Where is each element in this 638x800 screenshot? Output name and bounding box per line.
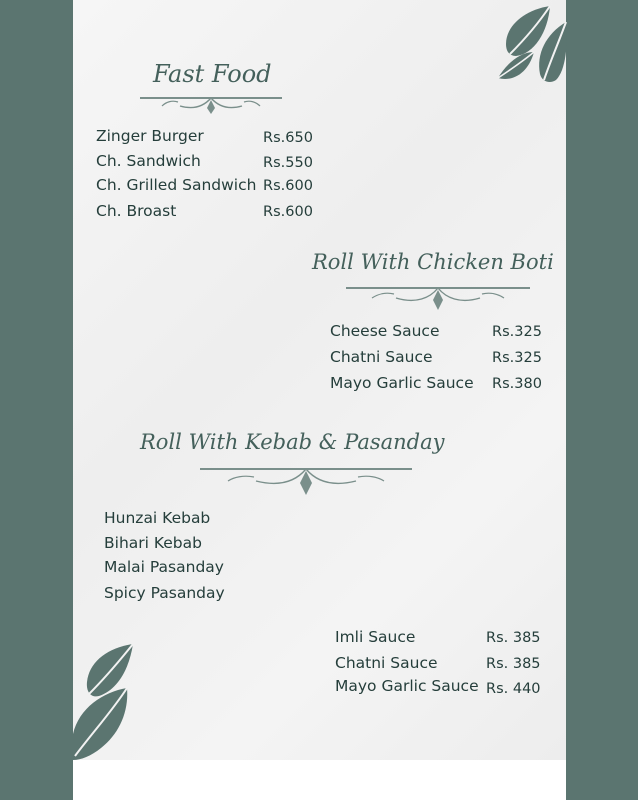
menu-item-name: Ch. Grilled Sandwich (96, 176, 257, 194)
menu-item-name: Zinger Burger (96, 127, 204, 145)
menu-item-price: Rs.600 (263, 178, 313, 194)
menu-item-price: Rs.550 (263, 155, 313, 171)
menu-item-name: Ch. Sandwich (96, 152, 201, 170)
roll-kebab-pasanday-heading: Roll With Kebab & Pasanday (140, 430, 445, 454)
menu-item-name: Mayo Garlic Sauce (330, 374, 474, 392)
menu-item-name: Mayo Garlic Sauce (335, 677, 479, 695)
menu-page (73, 0, 566, 800)
roll-kebab-pasanday-divider (198, 465, 414, 499)
menu-item-name: Chatni Sauce (330, 348, 433, 366)
leaf-icon-top-right (494, 4, 568, 84)
variety-item: Bihari Kebab (104, 534, 202, 552)
fast-food-divider (138, 94, 284, 116)
page-bottom-strip (73, 760, 566, 800)
menu-item-price: Rs.380 (492, 376, 542, 392)
menu-item-name: Imli Sauce (335, 628, 416, 646)
variety-item: Hunzai Kebab (104, 509, 211, 527)
menu-item-price: Rs.325 (492, 324, 542, 340)
menu-item-name: Chatni Sauce (335, 654, 438, 672)
fast-food-heading: Fast Food (153, 60, 272, 88)
menu-item-name: Ch. Broast (96, 202, 177, 220)
menu-item-name: Cheese Sauce (330, 322, 440, 340)
leaf-icon-bottom-left (73, 642, 135, 762)
menu-item-price: Rs.325 (492, 350, 542, 366)
menu-item-price: Rs.600 (263, 204, 313, 220)
menu-item-price: Rs. 440 (486, 681, 541, 697)
menu-item-price: Rs. 385 (486, 630, 541, 646)
roll-chicken-boti-divider (344, 284, 532, 314)
menu-item-price: Rs. 385 (486, 656, 541, 672)
roll-chicken-boti-heading: Roll With Chicken Boti (312, 250, 554, 274)
menu-item-price: Rs.650 (263, 130, 313, 146)
variety-item: Malai Pasanday (104, 558, 224, 576)
variety-item: Spicy Pasanday (104, 584, 225, 602)
